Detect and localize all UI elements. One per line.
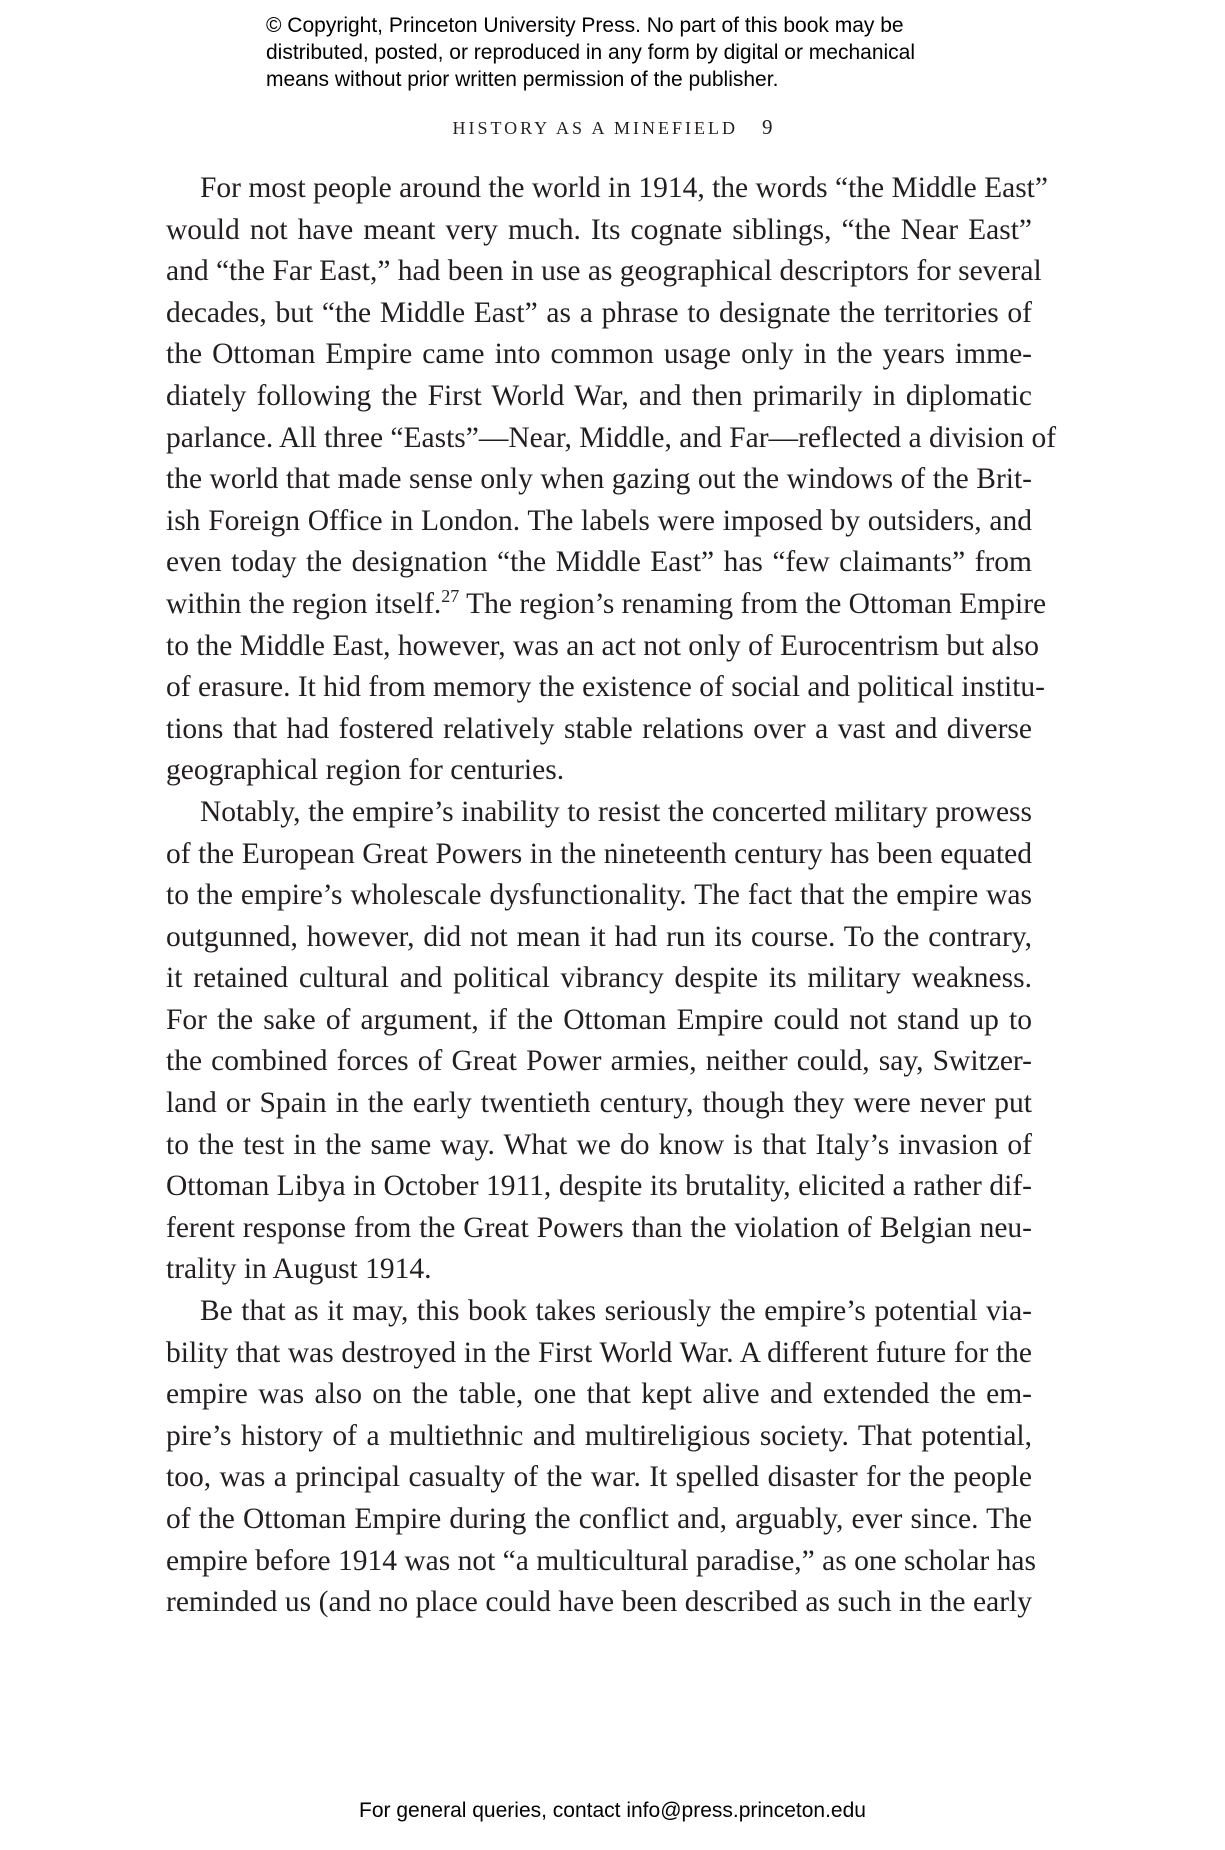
text-line: even today the designation “the Middle East” has “few claimants” from (166, 546, 1032, 579)
paragraph-2 (166, 792, 1032, 1291)
text-line: ish Foreign Office in London. The labels were imposed by outsiders, and (166, 504, 1032, 537)
text-line: Ottoman Libya in October 1911, despite its brutality, elicited a rather dif- (166, 1170, 1032, 1203)
text-line-with-footnote (166, 584, 1047, 626)
paragraph-3 (166, 1291, 1036, 1624)
text-line: geographical region for centuries. (166, 754, 565, 787)
text-line: empire was also on the table, one that kept alive and extended the em- (166, 1378, 1032, 1411)
copyright-notice (266, 12, 1026, 93)
text-line: For the sake of argument, if the Ottoman Empire could not stand up to (166, 1003, 1032, 1036)
text-line: empire before 1914 was not “a multicultural paradise,” as one scholar has (166, 1544, 1036, 1577)
text-line: of the European Great Powers in the nineteenth century has been equated (166, 837, 1032, 870)
copyright-line: distributed, posted, or reproduced in any form by digital or mechanical (266, 41, 916, 64)
text-line: reminded us (and no place could have been described as such in the early (166, 1586, 1032, 1619)
text-line: trality in August 1914. (166, 1253, 432, 1286)
text-line: pire’s history of a multiethnic and multireligious society. That potential, (166, 1419, 1032, 1452)
text-line: outgunned, however, did not mean it had run its course. To the contrary, (166, 920, 1032, 953)
text-line: tions that had fostered relatively stable relations over a vast and diverse (166, 712, 1032, 745)
text-line: the Ottoman Empire came into common usage only in the years imme- (166, 338, 1032, 371)
text-line: bility that was destroyed in the First World War. A different future for the (166, 1336, 1032, 1369)
text-line: the world that made sense only when gazing out the windows of the Brit- (166, 463, 1032, 496)
text-line: Be that as it may, this book takes seriously the empire’s potential via- (200, 1295, 1032, 1328)
footnote-reference[interactable]: 27 (441, 586, 460, 607)
text-segment: within the region itself. (166, 587, 442, 620)
running-head-title: HISTORY AS A MINEFIELD (452, 118, 739, 138)
copyright-line: means without prior written permission of the publisher. (266, 68, 779, 91)
paragraph-1 (166, 168, 1057, 792)
page-number: 9 (762, 115, 773, 139)
text-line: it retained cultural and political vibrancy despite its military weakness. (166, 962, 1032, 995)
running-head (0, 115, 1225, 140)
text-line: of erasure. It hid from memory the existence of social and political institu- (166, 671, 1045, 704)
text-line: to the test in the same way. What we do know is that Italy’s invasion of (166, 1128, 1032, 1161)
text-line: would not have meant very much. Its cognate siblings, “the Near East” (166, 213, 1032, 246)
text-line: of the Ottoman Empire during the conflict and, arguably, ever since. The (166, 1503, 1032, 1535)
text-line: land or Spain in the early twentieth century, though they were never put (166, 1087, 1032, 1120)
text-line: For most people around the world in 1914, the words “the Middle East” (200, 172, 1048, 204)
text-line: decades, but “the Middle East” as a phrase to designate the territories of (166, 296, 1032, 329)
body-text (166, 168, 1057, 1624)
text-line: too, was a principal casualty of the war. It spelled disaster for the people (166, 1461, 1032, 1494)
text-segment: The region’s renaming from the Ottoman Empire (459, 587, 1047, 620)
text-line: Notably, the empire’s inability to resist the concerted military prowess (200, 795, 1032, 828)
text-line: to the empire’s wholescale dysfunctionality. The fact that the empire was (166, 879, 1032, 912)
text-line: ferent response from the Great Powers than the violation of Belgian neu- (166, 1211, 1032, 1244)
text-line: parlance. All three “Easts”—Near, Middle, and Far—reflected a division of (166, 421, 1057, 454)
text-line: the combined forces of Great Power armies, neither could, say, Switzer- (166, 1045, 1032, 1078)
text-line: diately following the First World War, and then primarily in diplomatic (166, 379, 1032, 412)
text-line: to the Middle East, however, was an act not only of Eurocentrism but also (166, 629, 1039, 662)
copyright-line: © Copyright, Princeton University Press. No part of this book may be (266, 14, 904, 37)
footer-contact: For general queries, contact info@press.princeton.edu (359, 1799, 866, 1822)
text-line: and “the Far East,” had been in use as geographical descriptors for several (166, 255, 1042, 288)
